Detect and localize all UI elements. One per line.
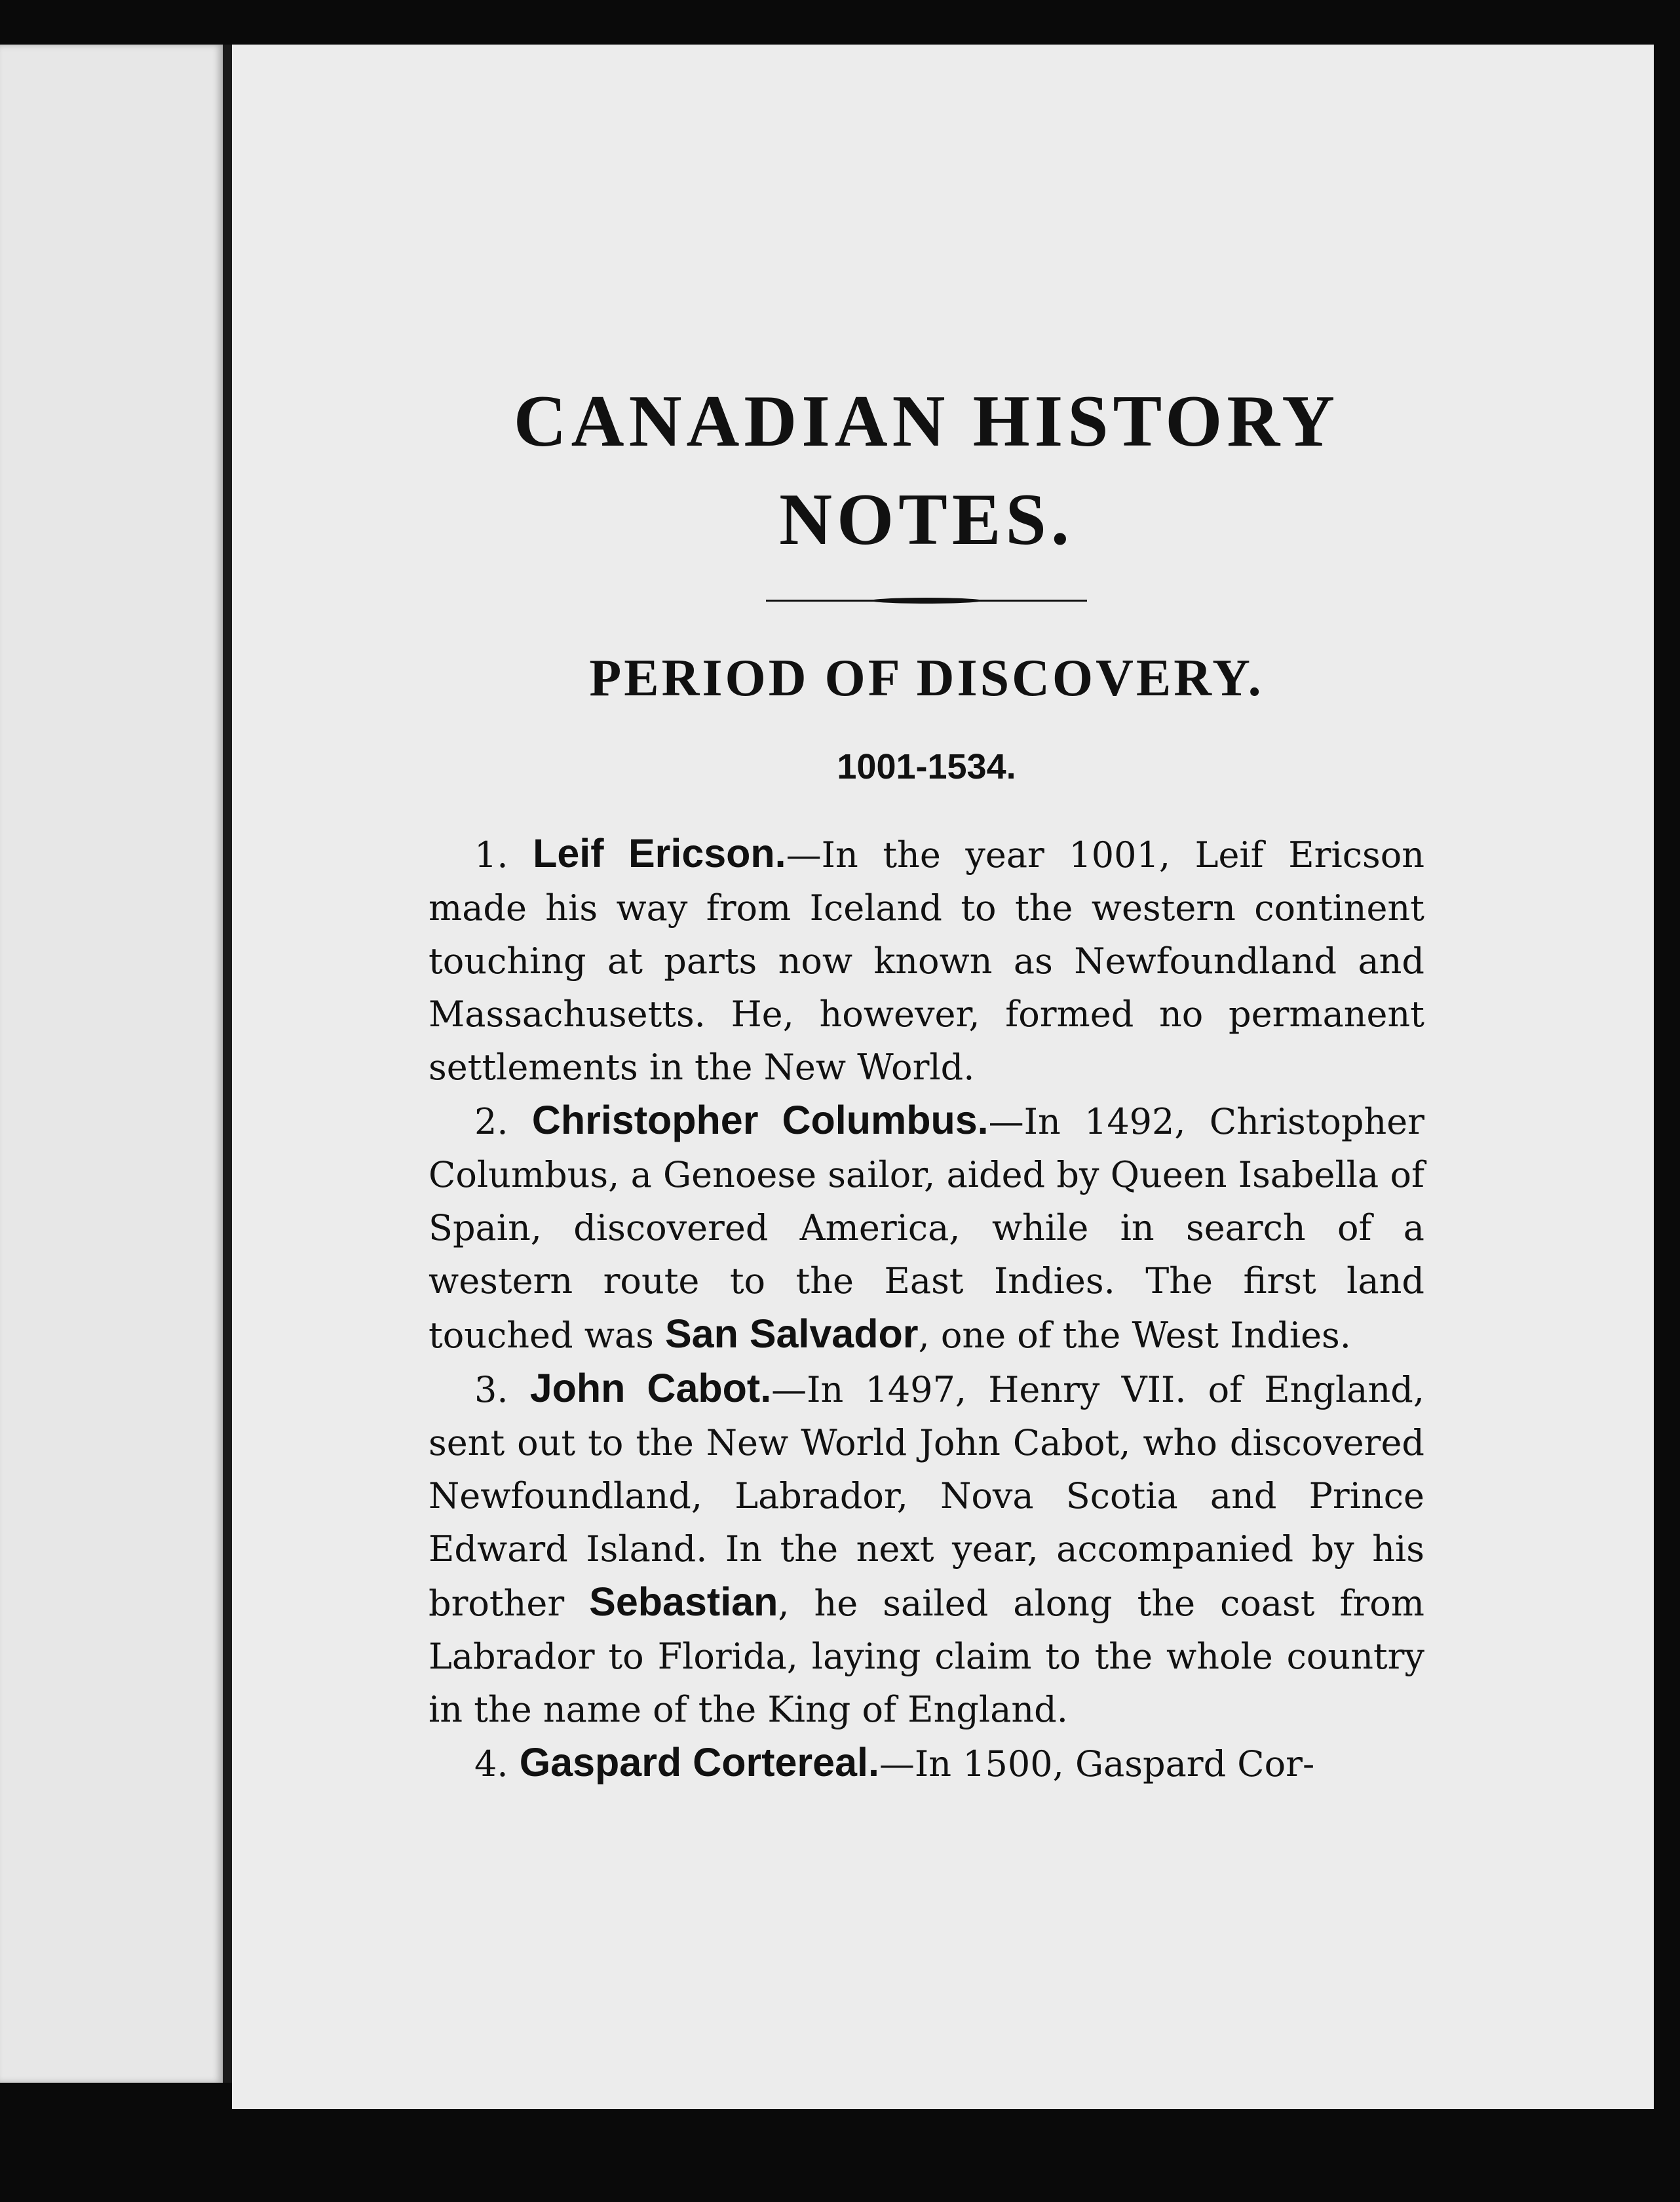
entry-text: —In 1492, Christopher Columbus, a Genoese sailor, aided by Queen Isabella of Spain, discovered America, while in search of a western route to the East Indies. The first land touched was (429, 1101, 1424, 1356)
entry-name: Christopher Columbus. (531, 1098, 989, 1142)
entry-number: 2. (474, 1101, 508, 1142)
section-title: PERIOD OF DISCOVERY. (589, 649, 1264, 707)
entry-name: Leif Ericson. (533, 831, 786, 876)
page-content (429, 372, 1424, 1790)
entry-text: —In 1500, Gaspard Cor- (879, 1743, 1315, 1785)
entry-number: 1. (474, 834, 508, 876)
entry-number: 3. (474, 1369, 508, 1410)
entry-name: Gaspard Cortereal. (519, 1740, 879, 1785)
entry-christopher-columbus (429, 1094, 1424, 1362)
document-page (232, 45, 1654, 2109)
entry-text: —In the year 1001, Leif Ericson made his way from Iceland to the western continent touching at parts now known as Newfoundland and Massachusetts. He, however, formed no permanent settlements in the New World. (429, 834, 1424, 1088)
entry-name: John Cabot. (529, 1366, 772, 1410)
facing-page (0, 45, 223, 2083)
entry-highlight: Sebastian (589, 1579, 778, 1624)
entry-highlight: San Salvador (665, 1311, 919, 1356)
entry-text-end: , one of the West Indies. (918, 1315, 1351, 1356)
entry-john-cabot (429, 1362, 1424, 1736)
entry-leif-ericson (429, 827, 1424, 1094)
ornamental-rule (766, 598, 1087, 603)
entry-gaspard-cortereal (429, 1736, 1424, 1790)
entry-text: —In 1497, Henry VII. of England, sent out to the New World John Cabot, who discovered Newfoundland, Labrador, Nova Scotia and Prince Edward Island. In the next year, accompanied by his brother (429, 1369, 1425, 1624)
entry-text-end: , he sailed along the coast from Labrador to Florida, laying claim to the whole country in the name of the King of England. (429, 1583, 1424, 1730)
page-title: CANADIAN HISTORY NOTES. (513, 381, 1340, 560)
date-range: 1001-1534. (837, 747, 1016, 786)
entries-list (429, 827, 1424, 1790)
entry-number: 4. (474, 1743, 508, 1785)
book-gutter (223, 45, 232, 2083)
